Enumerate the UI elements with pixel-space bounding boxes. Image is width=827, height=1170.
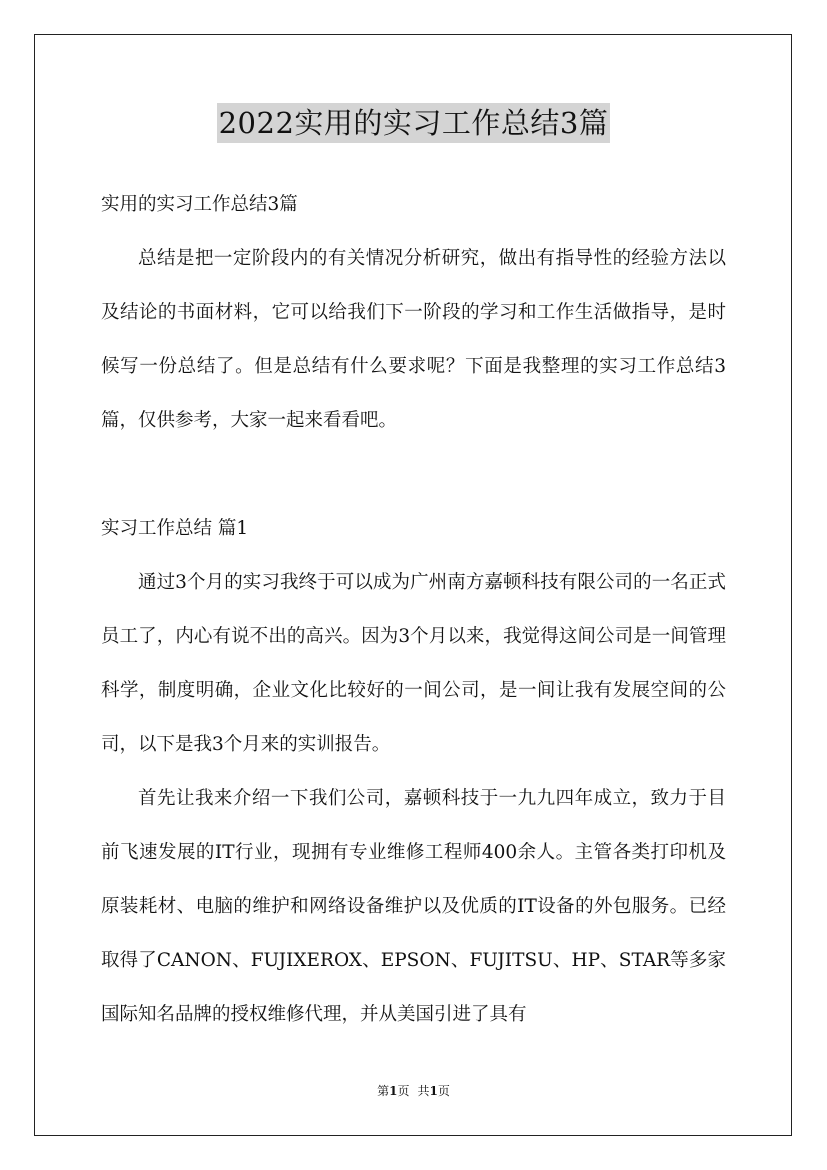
- page-label-suffix: 页: [397, 1084, 410, 1098]
- section-heading: 实习工作总结 篇1: [101, 518, 249, 539]
- title-container: [0, 103, 827, 143]
- document-subtitle: 实用的实习工作总结3篇: [101, 194, 298, 215]
- section-spacer: [101, 448, 726, 502]
- page-footer: [0, 1083, 827, 1099]
- document-body: [101, 178, 726, 1042]
- total-label-suffix: 页: [437, 1084, 450, 1098]
- total-label-prefix: 共: [417, 1084, 430, 1098]
- current-page-number: 1: [389, 1084, 398, 1098]
- intro-paragraph: 总结是把一定阶段内的有关情况分析研究，做出有指导性的经验方法以及结论的书面材料，它可以给我们下一阶段的学习和工作生活做指导，是时候写一份总结了。但是总结有什么要求呢？下面是我整理的实习工作总结3篇，仅供参考，大家一起来看看吧。: [101, 248, 726, 431]
- page-label-prefix: 第: [377, 1084, 390, 1098]
- total-page-number: 1: [429, 1084, 438, 1098]
- body-paragraph: 首先让我来介绍一下我们公司，嘉顿科技于一九九四年成立，致力于目前飞速发展的IT行业，现拥有专业维修工程师400余人。主管各类打印机及原装耗材、电脑的维护和网络设备维护以及优质的IT设备的外包服务。已经取得了CANON、FUJIXEROX、EPSON、FUJITSU、HP、STAR等多家国际知名品牌的授权维修代理，并从美国引进了具有: [101, 788, 726, 1025]
- document-title: 2022实用的实习工作总结3篇: [217, 103, 611, 143]
- body-paragraph: 通过3个月的实习我终于可以成为广州南方嘉顿科技有限公司的一名正式员工了，内心有说不出的高兴。因为3个月以来，我觉得这间公司是一间管理科学，制度明确，企业文化比较好的一间公司，是一间让我有发展空间的公司，以下是我3个月来的实训报告。: [101, 572, 726, 755]
